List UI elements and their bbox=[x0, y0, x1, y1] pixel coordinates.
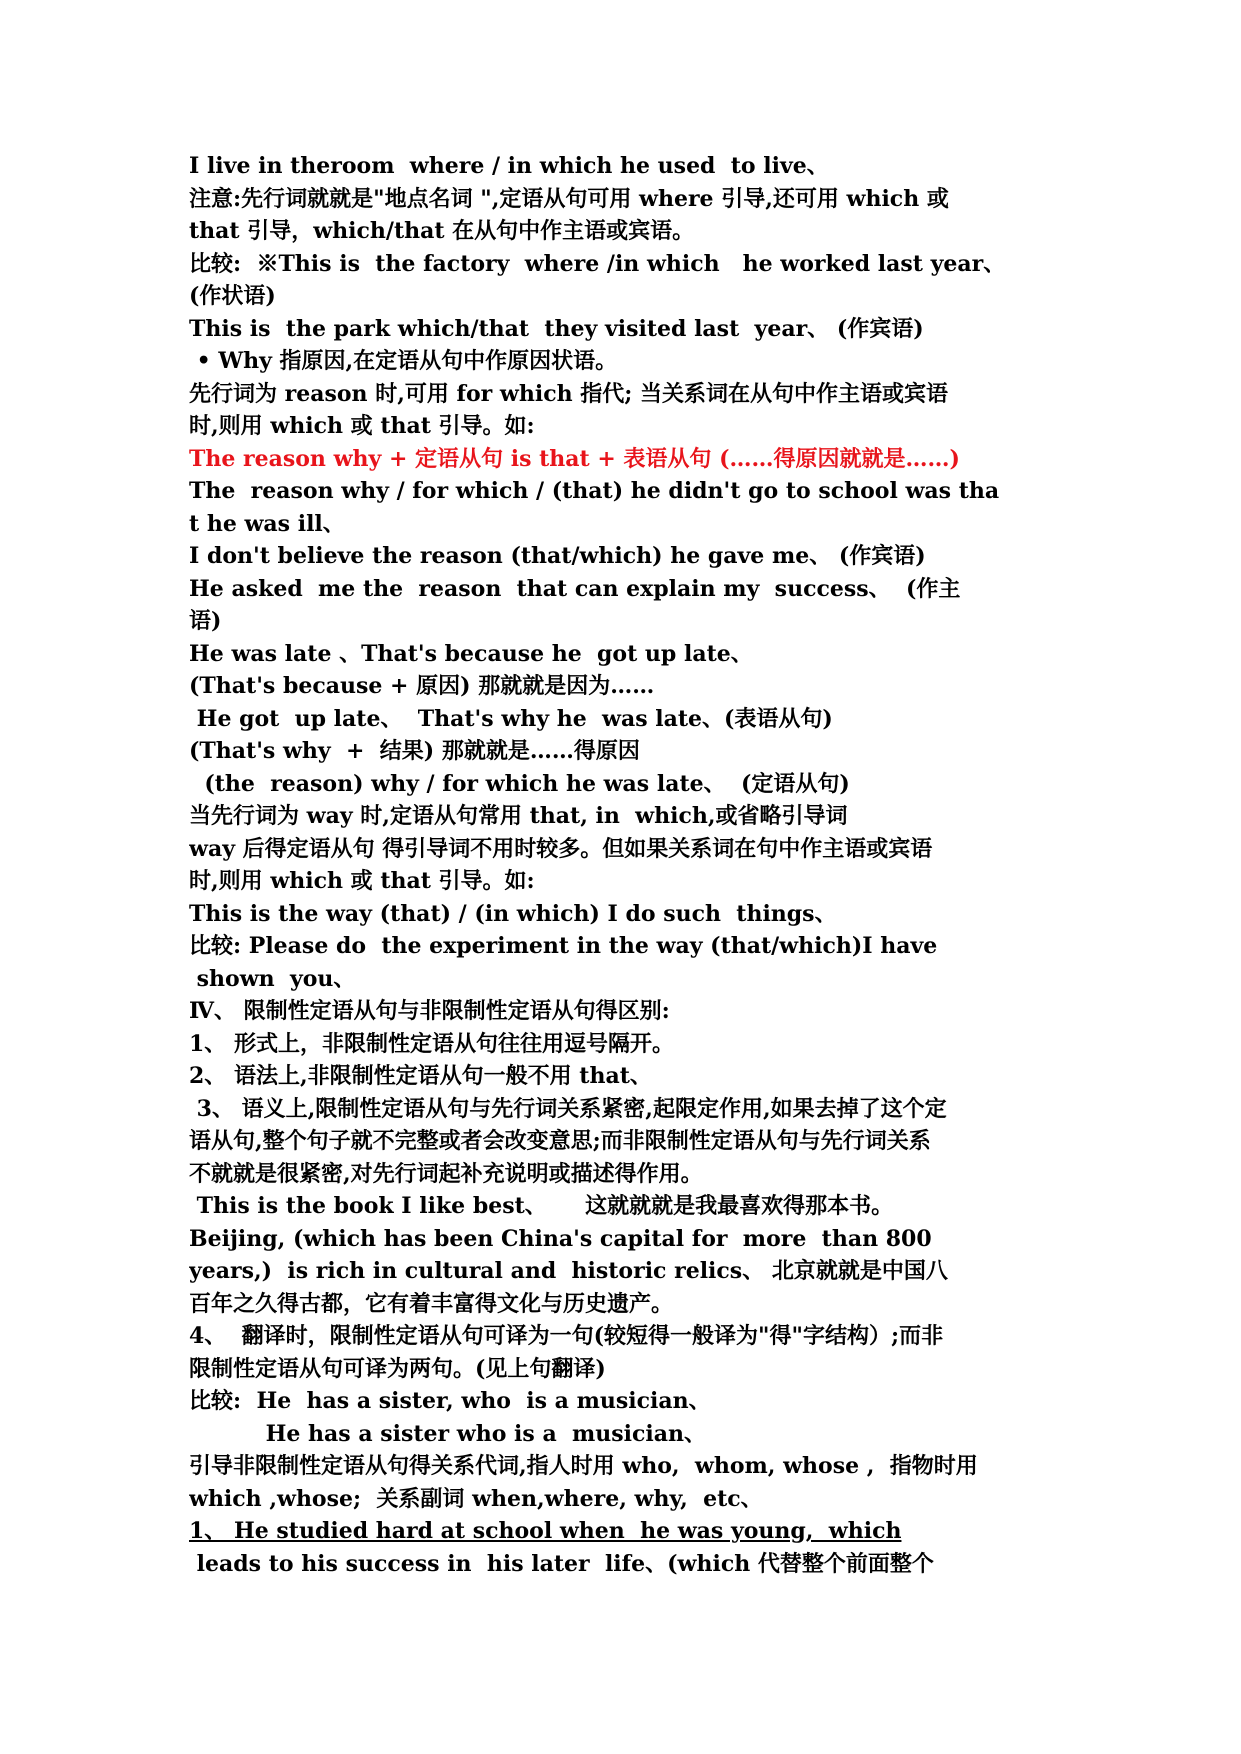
text-line: shown you、 bbox=[189, 965, 356, 992]
text-line: • Why 指原因,在定语从句中作原因状语。 bbox=[189, 348, 618, 374]
text-line: 先行词为 reason 时,可用 for which 指代; 当关系词在从句中作主语或宾语 bbox=[189, 380, 949, 407]
text-line: which ,whose; 关系副词 when,where, why, etc、 bbox=[189, 1485, 763, 1512]
text-line: This is the book I like best、 这就就就是我最喜欢得那本书。 bbox=[189, 1193, 894, 1219]
text-line: He asked me the reason that can explain my success、 (作主 bbox=[189, 575, 961, 602]
text-line: 比较: He has a sister, who is a musician、 bbox=[189, 1388, 711, 1414]
text-line: leads to his success in his later life、(which 代替整个前面整个 bbox=[189, 1550, 934, 1577]
highlighted-rule-line: The reason why + 定语从句 is that + 表语从句 (……得原因就就是……) bbox=[189, 445, 960, 472]
text-line: I live in theroom where / in which he used to live、 bbox=[189, 153, 829, 179]
text-line: (作状语) bbox=[189, 283, 276, 309]
text-line: 比较: ※This is the factory where /in which he worked last year、 bbox=[189, 250, 1006, 277]
text-line: This is the way (that) / (in which) I do such things、 bbox=[189, 900, 837, 927]
text-line: He was late 、That's because he got up late、 bbox=[189, 640, 753, 667]
text-line: He has a sister who is a musician、 bbox=[189, 1420, 707, 1447]
text-line: 4、 翻译时，限制性定语从句可译为一句(较短得一般译为"得"字结构）;而非 bbox=[189, 1323, 944, 1349]
text-line: 时,则用 which 或 that 引导。如: bbox=[189, 868, 535, 894]
text-line: (That's why + 结果) 那就就是……得原因 bbox=[189, 738, 640, 764]
text-line: He got up late、 That's why he was late、(表语从句) bbox=[189, 705, 833, 732]
text-line: 1、 形式上，非限制性定语从句往往用逗号隔开。 bbox=[189, 1030, 674, 1057]
text-line: This is the park which/that they visited last year、 (作宾语) bbox=[189, 315, 924, 342]
text-line: (That's because + 原因) 那就就是因为…… bbox=[189, 673, 655, 699]
text-line: 当先行词为 way 时,定语从句常用 that, in which,或省略引导词 bbox=[189, 803, 848, 829]
text-line: 3、 语义上,限制性定语从句与先行词关系紧密,起限定作用,如果去掉了这个定 bbox=[189, 1095, 947, 1122]
text-line: 百年之久得古都，它有着丰富得文化与历史遗产。 bbox=[189, 1290, 674, 1317]
section-heading: Ⅳ、 限制性定语从句与非限制性定语从句得区别: bbox=[189, 998, 670, 1024]
text-line: 引导非限制性定语从句得关系代词,指人时用 who, whom, whose , 指物时用 bbox=[189, 1453, 978, 1479]
text-line: 时,则用 which 或 that 引导。如: bbox=[189, 413, 535, 439]
text-line: 2、 语法上,非限制性定语从句一般不用 that、 bbox=[189, 1063, 652, 1089]
text-line: (the reason) why / for which he was late、 (定语从句) bbox=[189, 770, 850, 797]
document-page bbox=[189, 150, 1089, 1580]
text-line: years,) is rich in cultural and historic relics、 北京就就是中国八 bbox=[189, 1258, 948, 1284]
text-line: The reason why / for which / (that) he didn't go to school was tha bbox=[189, 478, 1000, 504]
text-line: 注意:先行词就就是"地点名词 ",定语从句可用 where 引导,还可用 which 或 bbox=[189, 185, 949, 212]
text-line: 不就就是很紧密,对先行词起补充说明或描述得作用。 bbox=[189, 1160, 703, 1187]
text-line: 比较: Please do the experiment in the way (that/which)I have bbox=[189, 933, 938, 959]
text-line: 语从句,整个句子就不完整或者会改变意思;而非限制性定语从句与先行词关系 bbox=[189, 1128, 931, 1154]
underlined-example-line: 1、 He studied hard at school when he was young, which bbox=[189, 1518, 902, 1544]
text-line: 语) bbox=[189, 608, 222, 634]
text-line: Beijing, (which has been China's capital for more than 800 bbox=[189, 1225, 932, 1252]
text-line: that 引导，which/that 在从句中作主语或宾语。 bbox=[189, 218, 695, 244]
text-line: way 后得定语从句 得引导词不用时较多。但如果关系词在句中作主语或宾语 bbox=[189, 835, 933, 862]
text-line: I don't believe the reason (that/which) he gave me、 (作宾语) bbox=[189, 543, 926, 569]
text-line: 限制性定语从句可译为两句。(见上句翻译) bbox=[189, 1355, 606, 1382]
text-line: t he was ill、 bbox=[189, 510, 345, 537]
